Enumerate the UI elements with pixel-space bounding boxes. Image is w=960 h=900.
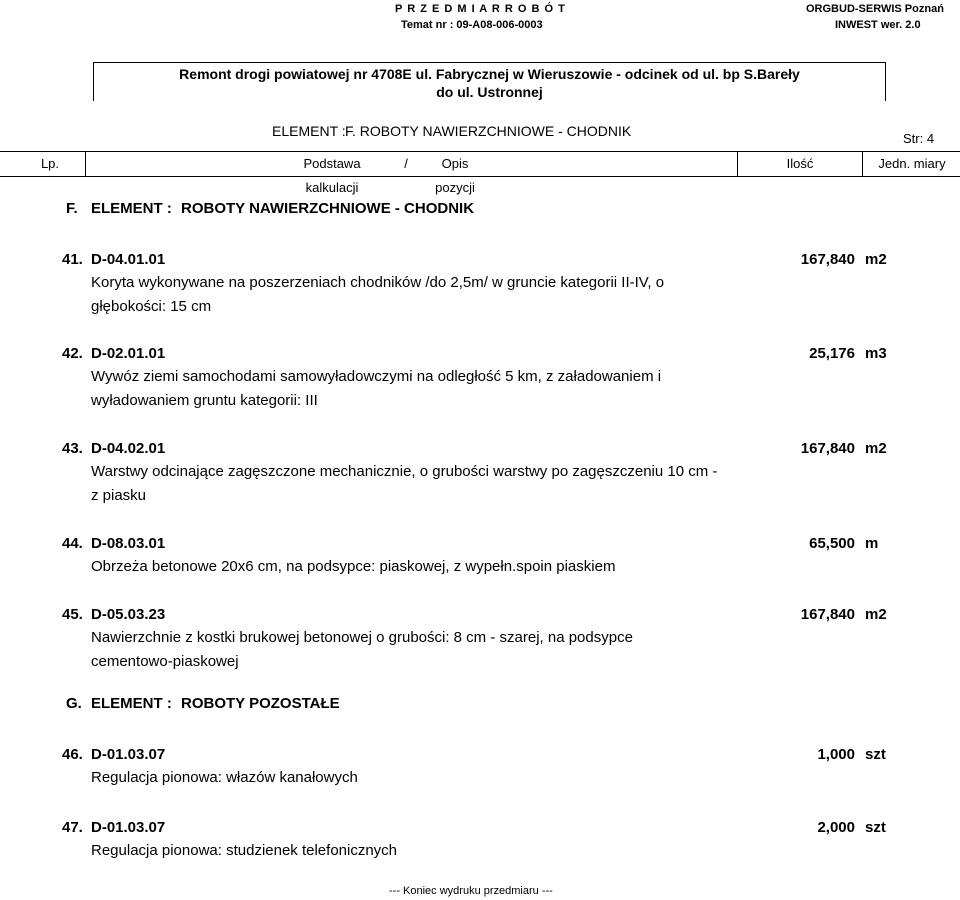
column-divider (737, 152, 738, 176)
item-quantity: 65,500 (809, 535, 855, 552)
item-number: 47. (62, 819, 83, 836)
section-label: ELEMENT : (91, 695, 172, 712)
column-unit: Jedn. miary (878, 156, 946, 171)
column-quantity: Ilość (786, 156, 814, 171)
item-quantity: 1,000 (817, 746, 855, 763)
item-code: D-02.01.01 (91, 345, 166, 362)
software-version: INWEST wer. 2.0 (835, 19, 921, 31)
project-title-line1: Remont drogi powiatowej nr 4708E ul. Fabrycznej w Wieruszowie - odcinek od ul. bp S.Bareły (179, 66, 800, 82)
topic-number: Temat nr : 09-A08-006-0003 (401, 19, 543, 31)
column-lp: Lp. (40, 156, 60, 171)
section-name: ROBOTY NAWIERZCHNIOWE - CHODNIK (181, 200, 475, 217)
item-number: 44. (62, 535, 83, 552)
item-description: Wywóz ziemi samochodami samowyładowczymi na odległość 5 km, z załadowaniem i wyładowaniem gruntu kategorii: III (91, 368, 662, 409)
item-quantity: 25,176 (809, 345, 855, 362)
column-slash: / (404, 156, 408, 171)
column-header-row (0, 151, 960, 195)
document-title: P R Z E D M I A R R O B Ó T (395, 3, 566, 15)
item-code: D-01.03.07 (91, 819, 166, 836)
section-code: G. (66, 695, 82, 712)
column-divider (862, 152, 863, 176)
element-label: ELEMENT : (272, 123, 346, 139)
item-number: 45. (62, 606, 83, 623)
item-description: Koryta wykonywane na poszerzeniach chodników /do 2,5m/ w gruncie kategorii II-IV, o głębokości: 15 cm (91, 274, 665, 315)
section-code: F. (66, 200, 78, 217)
item-number: 46. (62, 746, 83, 763)
item-unit: szt (865, 819, 886, 836)
project-title-box (93, 62, 886, 101)
item-description: Nawierzchnie z kostki brukowej betonowej o grubości: 8 cm - szarej, na podsypce cementowo-piaskowej (91, 629, 633, 670)
project-title-line2: do ul. Ustronnej (436, 84, 543, 100)
item-code: D-04.02.01 (91, 440, 166, 457)
item-description: Regulacja pionowa: włazów kanałowych (91, 769, 358, 786)
column-basis: Podstawa kalkulacji (303, 156, 361, 195)
company-name: ORGBUD-SERWIS Poznań (806, 3, 944, 15)
item-unit: m3 (865, 345, 887, 362)
item-unit: m2 (865, 440, 887, 457)
item-description: Regulacja pionowa: studzienek telefonicznych (91, 842, 398, 859)
item-unit: m2 (865, 251, 887, 268)
section-label: ELEMENT : (91, 200, 172, 217)
page-number: Str: 4 (903, 131, 935, 146)
section-name: ROBOTY POZOSTAŁE (181, 695, 340, 712)
item-description: Obrzeża betonowe 20x6 cm, na podsypce: piaskowej, z wypełn.spoin piaskiem (91, 558, 616, 575)
item-unit: m2 (865, 606, 887, 623)
end-of-printout: --- Koniec wydruku przedmiaru --- (389, 885, 553, 897)
item-code: D-08.03.01 (91, 535, 166, 552)
item-number: 41. (62, 251, 83, 268)
item-description: Warstwy odcinające zagęszczone mechanicznie, o grubości warstwy po zagęszczeniu 10 cm - z piasku (91, 463, 718, 504)
item-unit: m (865, 535, 879, 552)
item-quantity: 167,840 (800, 440, 855, 457)
item-unit: szt (865, 746, 886, 763)
item-code: D-05.03.23 (91, 606, 166, 623)
column-divider (85, 152, 86, 176)
item-quantity: 2,000 (817, 819, 855, 836)
element-name: F. ROBOTY NAWIERZCHNIOWE - CHODNIK (345, 123, 632, 139)
column-description: Opis pozycji (435, 156, 475, 195)
item-quantity: 167,840 (800, 606, 855, 623)
item-code: D-04.01.01 (91, 251, 166, 268)
item-quantity: 167,840 (800, 251, 855, 268)
item-number: 42. (62, 345, 83, 362)
item-code: D-01.03.07 (91, 746, 166, 763)
item-number: 43. (62, 440, 83, 457)
